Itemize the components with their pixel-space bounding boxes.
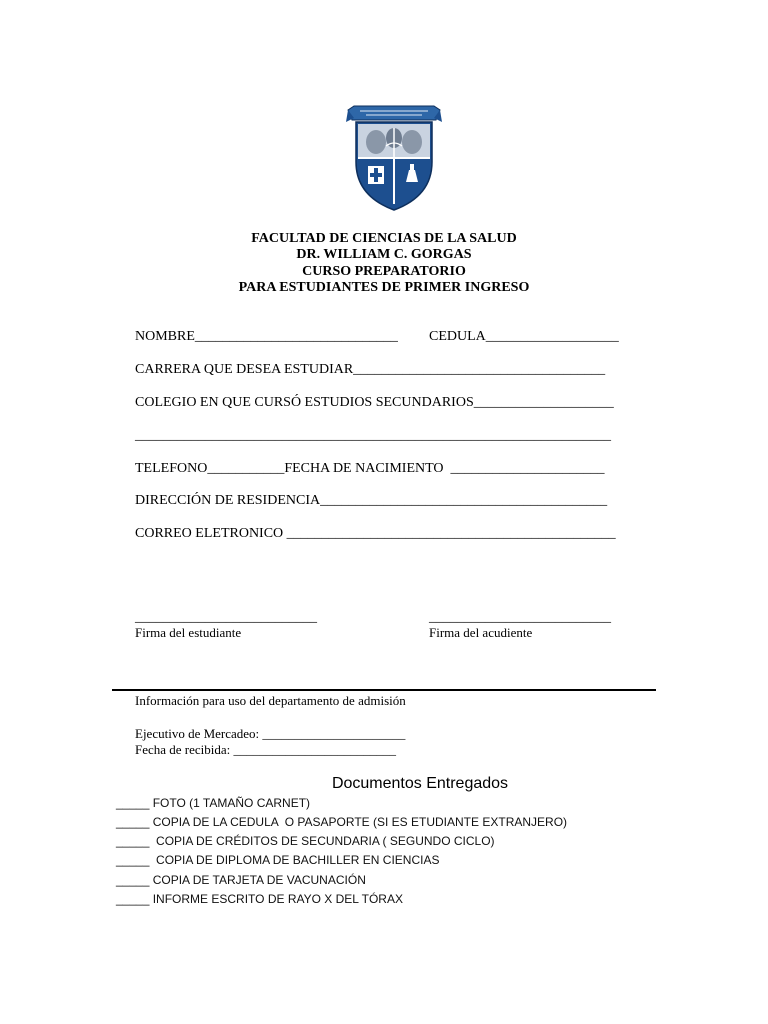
admin-section-title: Información para uso del departamento de admisión [135, 693, 406, 708]
signature-line-guardian[interactable]: __________________________ [429, 610, 611, 625]
field-correo[interactable]: CORREO ELETRONICO _______________________________________________ [135, 526, 616, 541]
header-line-faculty: FACULTAD DE CIENCIAS DE LA SALUD [251, 231, 517, 246]
signature-label-student: Firma del estudiante [135, 625, 242, 640]
signature-line-student[interactable]: __________________________ [135, 610, 317, 625]
field-cedula[interactable]: CEDULA___________________ [429, 329, 619, 344]
header-line-name: DR. WILLIAM C. GORGAS [296, 247, 472, 262]
faculty-crest-logo [346, 100, 442, 212]
document-item-vacunacion[interactable]: _____ COPIA DE TARJETA DE VACUNACIÓN [116, 873, 366, 887]
signature-label-guardian: Firma del acudiente [429, 625, 533, 640]
field-ejecutivo-mercadeo[interactable]: Ejecutivo de Mercadeo: ______________________ [135, 726, 406, 741]
documents-title: Documentos Entregados [331, 775, 509, 792]
header-line-audience: PARA ESTUDIANTES DE PRIMER INGRESO [238, 280, 530, 295]
field-carrera[interactable]: CARRERA QUE DESEA ESTUDIAR____________________________________ [135, 362, 606, 377]
field-fecha-recibida[interactable]: Fecha de recibida: _________________________ [135, 742, 397, 757]
field-colegio[interactable]: COLEGIO EN QUE CURSÓ ESTUDIOS SECUNDARIOS____________________ [135, 395, 614, 410]
document-item-foto[interactable]: _____ FOTO (1 TAMAÑO CARNET) [116, 796, 311, 810]
document-item-creditos[interactable]: _____ COPIA DE CRÉDITOS DE SECUNDARIA ( SEGUNDO CICLO) [116, 834, 495, 848]
section-divider [112, 689, 656, 691]
field-nombre[interactable]: NOMBRE_____________________________ [135, 329, 398, 344]
header-line-course: CURSO PREPARATORIO [302, 264, 466, 279]
field-direccion[interactable]: DIRECCIÓN DE RESIDENCIA_________________________________________ [135, 493, 608, 508]
field-colegio-continuation[interactable]: ____________________________________________________________________ [135, 428, 611, 443]
document-item-rayo-x[interactable]: _____ INFORME ESCRITO DE RAYO X DEL TÓRAX [116, 892, 403, 906]
document-item-diploma[interactable]: _____ COPIA DE DIPLOMA DE BACHILLER EN CIENCIAS [116, 853, 440, 867]
document-item-cedula[interactable]: _____ COPIA DE LA CEDULA O PASAPORTE (SI ES ETUDIANTE EXTRANJERO) [116, 815, 568, 829]
field-telefono-fecha-nacimiento[interactable]: TELEFONO___________FECHA DE NACIMIENTO ______________________ [135, 461, 605, 476]
